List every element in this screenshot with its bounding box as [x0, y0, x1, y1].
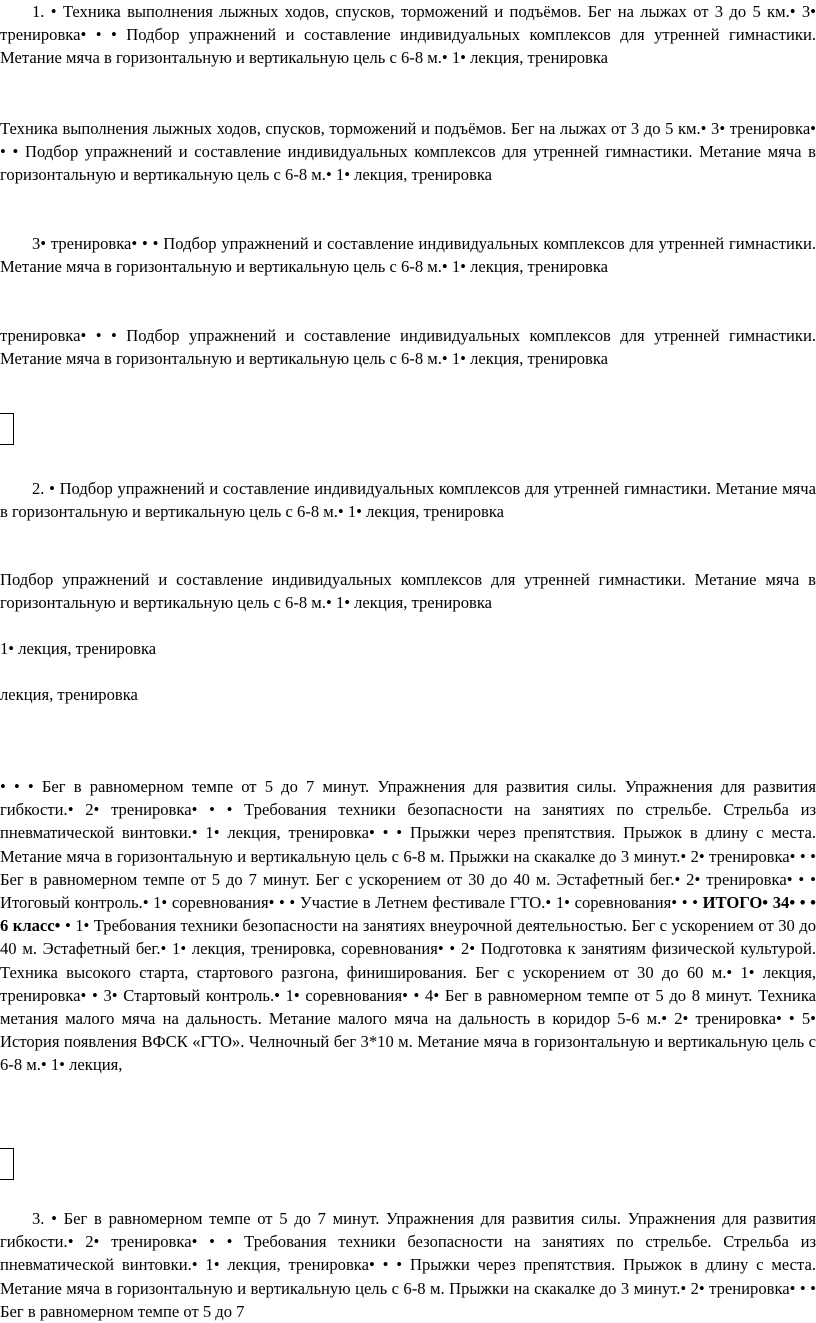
- item-2-paragraph: 2. • Подбор упражнений и составление индивидуальных комплексов для утренней гимнастики. Метание мяча в горизонтальную и вертикальную цель с 6-8 м.• 1• лекция, тренировка: [0, 479, 816, 522]
- item-1-repeat-paragraph: Техника выполнения лыжных ходов, спусков, торможений и подъёмов. Бег на лыжах от 3 до 5 км.• 3• тренировка• • • Подбор упражнений и составление индивидуальных комплексов для утренней гимнастики. Метание мяча в горизонтальную и вертикальную цель с 6-8 м.• 1• лекция, тренировка: [0, 119, 816, 185]
- item-1-fragment-paragraph: 3• тренировка• • • Подбор упражнений и составление индивидуальных комплексов для утренней гимнастики. Метание мяча в горизонтальную и вертикальную цель с 6-8 м.• 1• лекция, тренировка: [0, 234, 816, 277]
- item-1-paragraph: 1. • Техника выполнения лыжных ходов, спусков, торможений и подъёмов. Бег на лыжах от 3 до 5 км.• 3• тренировка• • • Подбор упражнений и составление индивидуальных комплексов для утренней гимнастики. Метание мяча в горизонтальную и вертикальную цель с 6-8 м.• 1• лекция, тренировка: [0, 2, 816, 68]
- item-2-tail-line: лекция, тренировка: [0, 685, 138, 704]
- item-2-repeat-paragraph: Подбор упражнений и составление индивидуальных комплексов для утренней гимнастики. Метание мяча в горизонтальную и вертикальную цель с 6-8 м.• 1• лекция, тренировка: [0, 570, 816, 613]
- item-2-fragment-line: 1• лекция, тренировка: [0, 639, 157, 658]
- total-grade-heading: ИТОГО• 34• • • 6 класс•: [0, 893, 816, 936]
- item-1-tail-paragraph: тренировка• • • Подбор упражнений и составление индивидуальных комплексов для утренней гимнастики. Метание мяча в горизонтальную и вертикальную цель с 6-8 м.• 1• лекция, тренировка: [0, 326, 816, 369]
- schedule-block-part-1: • • • Бег в равномерном темпе от 5 до 7 минут. Упражнения для развития силы. Упражнения для развития гибкости.• 2• тренировка• • • Требования техники безопасности на занятиях по стрельбе. Стрельба из пневматической винтовки.• 1• лекция, тренировка• • • Прыжки через препятствия. Прыжок в длину с места. Метание мяча в горизонтальную и вертикальную цель с 6-8 м. Прыжки на скакалке до 3 минут.• 2• тренировка• • • Бег в равномерном темпе от 5 до 7 минут. Бег с ускорением от 30 до 40 м. Эстафетный бег.• 2• тренировка• • • Итоговый контроль.• 1• соревнования• • • Участие в Летнем фестивале ГТО.• 1• соревнования• • •: [0, 777, 816, 913]
- page-break-marker: [0, 413, 14, 445]
- schedule-block-paragraph: [0, 775, 816, 1077]
- schedule-block-part-2: • 1• Требования техники безопасности на занятиях внеурочной деятельностью. Бег с ускорением от 30 до 40 м. Эстафетный бег.• 1• лекция, тренировка, соревнования• • 2• Подготовка к занятиям физической культурой. Техника высокого старта, стартового разгона, финиширования. Бег с ускорением от 30 до 60 м.• 1• лекция, тренировка• • 3• Стартовый контроль.• 1• соревнования• • 4• Бег в равномерном темпе от 5 до 8 минут. Техника метания малого мяча на дальность. Метание малого мяча на дальность в коридор 5-6 м.• 2• тренировка• • 5• История появления ВФСК «ГТО». Челночный бег 3*10 м. Метание мяча в горизонтальную и вертикальную цель с 6-8 м.• 1• лекция,: [0, 916, 816, 1075]
- item-3-paragraph: 3. • Бег в равномерном темпе от 5 до 7 минут. Упражнения для развития силы. Упражнения для развития гибкости.• 2• тренировка• • • Требования техники безопасности на занятиях по стрельбе. Стрельба из пневматической винтовки.• 1• лекция, тренировка• • • Прыжки через препятствия. Прыжок в длину с места. Метание мяча в горизонтальную и вертикальную цель с 6-8 м. Прыжки на скакалке до 3 минут.• 2• тренировка• • • Бег в равномерном темпе от 5 до 7: [0, 1209, 816, 1321]
- page-break-marker-2: [0, 1148, 14, 1180]
